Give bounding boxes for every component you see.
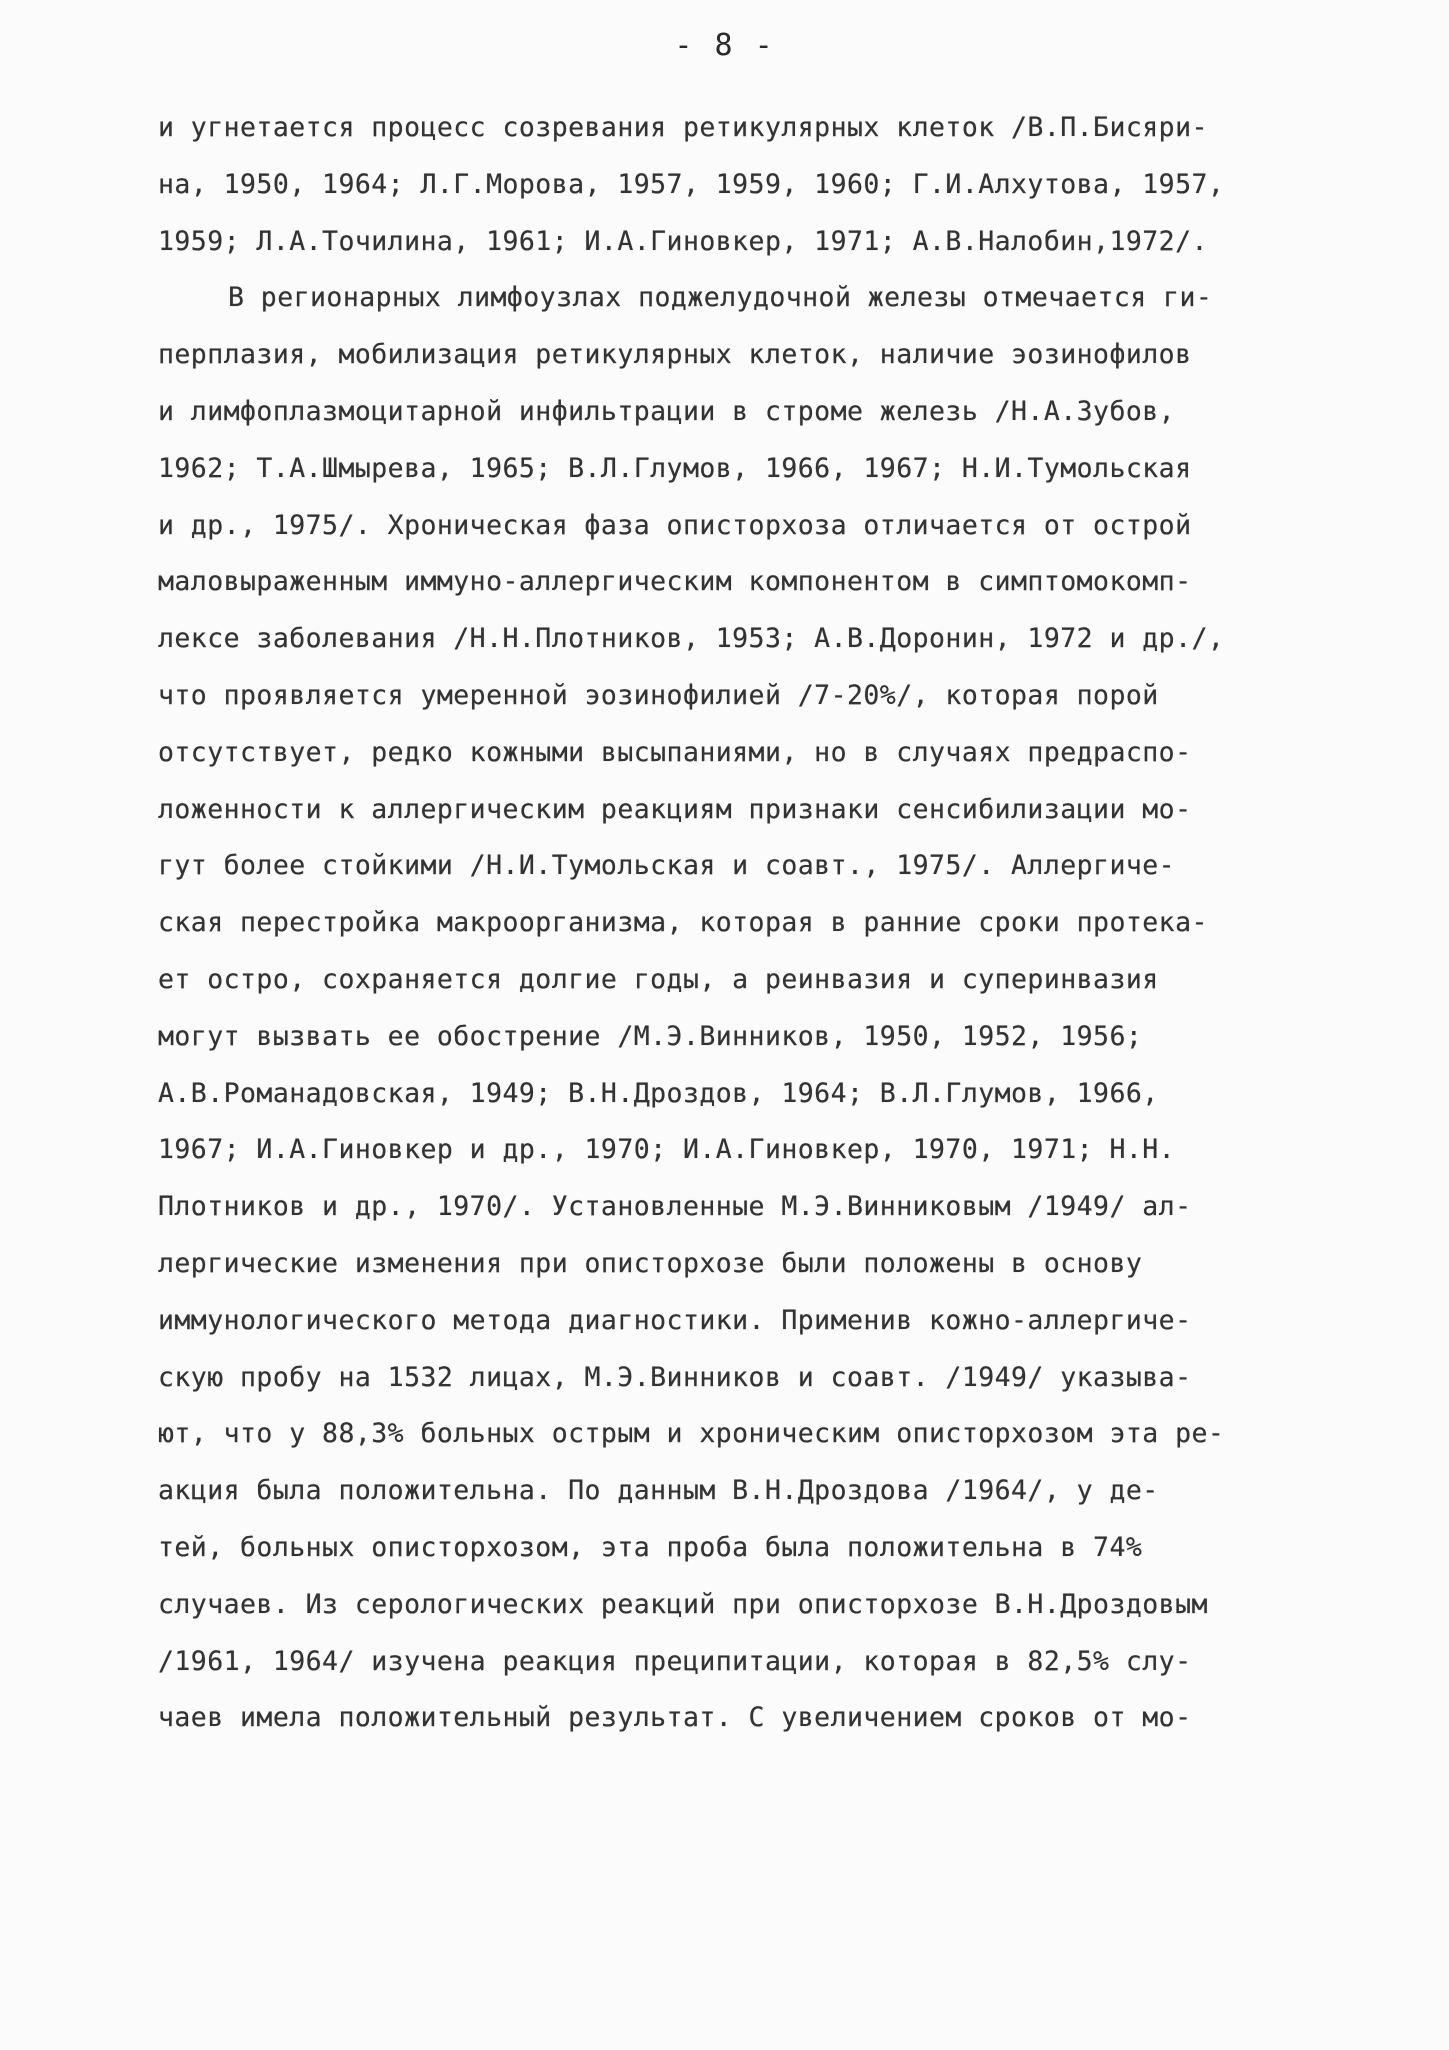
text-line: /1961, 1964/ изучена реакция преципитации, которая в 82,5% слу-: [158, 1645, 1192, 1677]
text-line: ют, что у 88,3% больных острым и хроническим описторхозом эта ре-: [158, 1418, 1225, 1450]
paragraph-first-line: В регионарных лимфоузлах поджелудочной железы отмечается ги-: [228, 282, 1213, 314]
text-line: и угнетается процесс созревания ретикулярных клеток /В.П.Бисяри-: [158, 112, 1208, 143]
text-line: ская перестройка макроорганизма, которая в ранние сроки протека-: [158, 907, 1208, 939]
text-line: скую пробу на 1532 лицах, М.Э.Винников и соавт. /1949/ указыва-: [158, 1361, 1192, 1393]
text-line: акция была положительна. По данным В.Н.Дроздова /1964/, у де-: [158, 1475, 1159, 1507]
text-line: маловыраженным иммуно-аллергическим компонентом в симптомокомп-: [158, 566, 1192, 598]
text-line: отсутствует, редко кожными высыпаниями, но в случаях предраспо-: [158, 736, 1192, 768]
text-line: А.В.Романадовская, 1949; В.Н.Дроздов, 1964; В.Л.Глумов, 1966,: [158, 1077, 1159, 1109]
text-line: и др., 1975/. Хроническая фаза описторхоза отличается от острой: [158, 509, 1192, 541]
text-line: иммунологического метода диагностики. Применив кожно-аллергиче-: [158, 1304, 1192, 1336]
text-line: 1959; Л.А.Точилина, 1961; И.А.Гиновкер, 1971; А.В.Налобин,1972/.: [158, 225, 1208, 257]
text-line: чаев имела положительный результат. С увеличением сроков от мо-: [158, 1702, 1192, 1734]
text-line: что проявляется умеренной эозинофилией /7-20%/, которая порой: [158, 679, 1159, 711]
text-line: ет остро, сохраняется долгие годы, а реинвазия и суперинвазия: [158, 963, 1159, 995]
text-line: на, 1950, 1964; Л.Г.Морова, 1957, 1959, 1960; Г.И.Алхутова, 1957,: [158, 168, 1225, 200]
text-line: перплазия, мобилизация ретикулярных клеток, наличие эозинофилов: [158, 339, 1192, 371]
text-line: тей, больных описторхозом, эта проба была положительна в 74%: [158, 1531, 1143, 1563]
text-line: лергические изменения при описторхозе были положены в основу: [158, 1247, 1143, 1279]
text-line: 1962; Т.А.Шмырева, 1965; В.Л.Глумов, 1966, 1967; Н.И.Тумольская: [158, 452, 1192, 484]
text-line: гут более стойкими /Н.И.Тумольская и соавт., 1975/. Аллергиче-: [158, 850, 1176, 882]
text-line: лексе заболевания /Н.Н.Плотников, 1953; А.В.Доронин, 1972 и др./,: [158, 623, 1225, 655]
text-line: и лимфоплазмоцитарной инфильтрации в строме железь /Н.А.Зубов,: [158, 395, 1176, 427]
text-line: 1967; И.А.Гиновкер и др., 1970; И.А.Гиновкер, 1970, 1971; Н.Н.: [158, 1134, 1176, 1166]
text-line: могут вызвать ее обострение /М.Э.Винников, 1950, 1952, 1956;: [158, 1020, 1143, 1052]
text-line: ложенности к аллергическим реакциям признаки сенсибилизации мо-: [158, 793, 1192, 825]
page-number: - 8 -: [674, 28, 775, 63]
document-body: [158, 100, 1338, 1747]
text-line: случаев. Из серологических реакций при описторхозе В.Н.Дроздовым: [158, 1588, 1208, 1620]
text-line: Плотников и др., 1970/. Установленные М.Э.Винниковым /1949/ ал-: [158, 1191, 1192, 1223]
